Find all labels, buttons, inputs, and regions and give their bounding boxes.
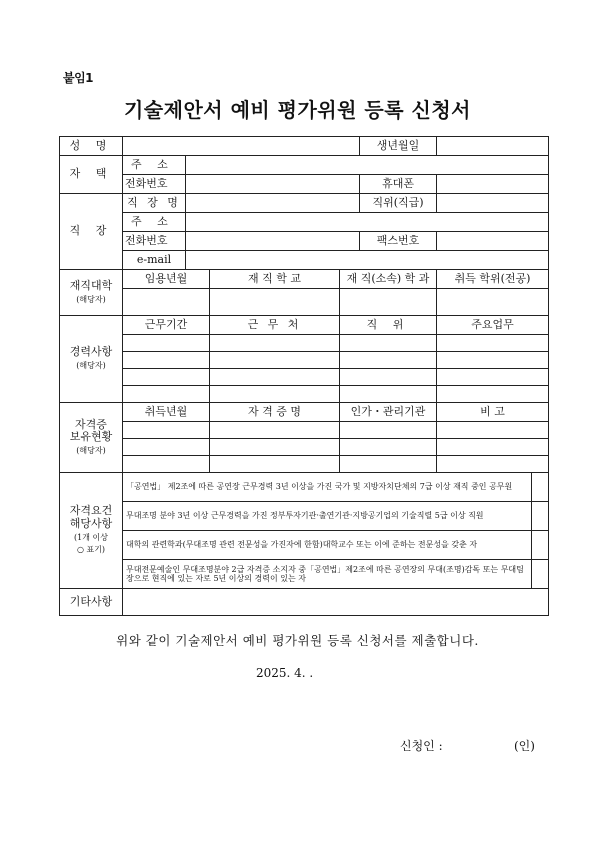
application-form-table: [59, 136, 549, 616]
company-name-label: 직 장 명: [123, 194, 186, 213]
career-cell[interactable]: [340, 386, 437, 403]
submission-statement: 위와 같이 기술제안서 예비 평가위원 등록 신청서를 제출합니다.: [116, 633, 479, 648]
career-header-workplace: 근 무 처: [210, 316, 340, 335]
mobile-field[interactable]: [437, 175, 549, 194]
license-header-name: 자 격 증 명: [210, 403, 340, 422]
license-cell[interactable]: [340, 439, 437, 456]
work-address-label: 주 소: [123, 213, 186, 232]
career-cell[interactable]: [123, 352, 210, 369]
career-cell[interactable]: [210, 335, 340, 352]
career-cell[interactable]: [437, 335, 549, 352]
requirement-item: 「공연법」 제2조에 따른 공연장 근무경력 3년 이상을 가진 국가 및 지방자치단체의 7급 이상 재직 중인 공무원: [123, 473, 532, 502]
univ-header-department: 재 직(소속) 학 과: [340, 270, 437, 289]
mobile-label: 휴대폰: [360, 175, 437, 194]
applicant-label: 신청인 :: [400, 739, 443, 753]
home-address-label: 주 소: [123, 156, 186, 175]
position-field[interactable]: [437, 194, 549, 213]
birthdate-field[interactable]: [437, 137, 549, 156]
license-cell[interactable]: [340, 422, 437, 439]
name-field[interactable]: [123, 137, 360, 156]
email-label: e-mail: [123, 251, 186, 270]
license-header-agency: 인가・관리기관: [340, 403, 437, 422]
requirement-item: 대학의 관련학과(무대조명 관련 전문성을 가진자에 한함)대학교수 또는 이에 준하는 전문성을 갖춘 자: [123, 531, 532, 560]
career-title: 경력사항: [69, 345, 113, 359]
etc-field[interactable]: [123, 589, 549, 616]
license-sub: (해당자): [76, 445, 106, 455]
license-cell[interactable]: [123, 456, 210, 473]
requirement-item: 무대전문예술인 무대조명분야 2급 자격증 소지자 중「공연법」제2조에 따른 공연장의 무대(조명)감독 또는 무대팀장으로 현직에 있는 자로 5년 이상의 경력이 있는 자: [123, 560, 532, 589]
career-cell[interactable]: [210, 352, 340, 369]
license-header-note: 비 고: [437, 403, 549, 422]
university-sub: (해당자): [76, 294, 106, 304]
work-phone-label: 전화번호: [123, 232, 186, 251]
univ-header-school: 재 직 학 교: [210, 270, 340, 289]
univ-header-appointed: 임용년월: [123, 270, 210, 289]
license-cell[interactable]: [210, 422, 340, 439]
university-label: [60, 270, 123, 316]
license-label: [60, 403, 123, 473]
attachment-label: 붙임1: [63, 71, 94, 85]
name-label: 성 명: [60, 137, 123, 156]
company-name-field[interactable]: [186, 194, 360, 213]
submission-date: 2025. 4. .: [256, 666, 314, 680]
license-cell[interactable]: [437, 456, 549, 473]
fax-label: 팩스번호: [360, 232, 437, 251]
work-address-field[interactable]: [186, 213, 549, 232]
univ-cell[interactable]: [437, 289, 549, 316]
univ-cell[interactable]: [340, 289, 437, 316]
career-label: [60, 316, 123, 403]
career-sub: (해당자): [76, 361, 106, 370]
career-cell[interactable]: [123, 386, 210, 403]
requirements-title-line2: 해당사항: [69, 516, 113, 530]
etc-label: 기타사항: [60, 589, 123, 616]
career-cell[interactable]: [340, 352, 437, 369]
requirement-check-cell[interactable]: [532, 560, 549, 589]
license-cell[interactable]: [340, 456, 437, 473]
work-label: 직 장: [60, 194, 123, 270]
requirements-title-line1: 자격요건: [69, 504, 113, 518]
requirement-check-cell[interactable]: [532, 473, 549, 502]
career-cell[interactable]: [123, 369, 210, 386]
home-phone-label: 전화번호: [123, 175, 186, 194]
license-cell[interactable]: [437, 422, 549, 439]
position-label: 직위(직급): [360, 194, 437, 213]
license-cell[interactable]: [437, 439, 549, 456]
career-cell[interactable]: [340, 369, 437, 386]
career-header-position: 직 위: [340, 316, 437, 335]
career-cell[interactable]: [437, 352, 549, 369]
fax-field[interactable]: [437, 232, 549, 251]
license-cell[interactable]: [210, 456, 340, 473]
career-cell[interactable]: [340, 335, 437, 352]
license-title-line2: 보유현황: [69, 430, 113, 444]
requirement-item: 무대조명 분야 3년 이상 근무경력을 가진 정부투자기관·출연기관·지방공기업의 기술직렬 5급 이상 직원: [123, 502, 532, 531]
license-cell[interactable]: [210, 439, 340, 456]
seal-mark: (인): [514, 739, 535, 753]
career-header-period: 근무기간: [123, 316, 210, 335]
career-cell[interactable]: [210, 369, 340, 386]
home-label: 자 택: [60, 156, 123, 194]
birthdate-label: 생년월일: [360, 137, 437, 156]
work-phone-field[interactable]: [186, 232, 360, 251]
requirements-sub-line1: (1개 이상: [74, 532, 108, 542]
email-field[interactable]: [186, 251, 549, 270]
license-header-date: 취득년월: [123, 403, 210, 422]
form-title: 기술제안서 예비 평가위원 등록 신청서: [124, 98, 471, 122]
license-cell[interactable]: [123, 439, 210, 456]
requirements-sub-line2: ○ 표기): [76, 545, 106, 555]
univ-cell[interactable]: [123, 289, 210, 316]
career-cell[interactable]: [437, 369, 549, 386]
univ-header-degree: 취득 학위(전공): [437, 270, 549, 289]
career-cell[interactable]: [123, 335, 210, 352]
university-title: 재직대학: [69, 278, 113, 292]
license-title-line1: 자격증: [75, 417, 107, 431]
career-header-duties: 주요업무: [437, 316, 549, 335]
career-cell[interactable]: [210, 386, 340, 403]
home-address-field[interactable]: [186, 156, 549, 175]
univ-cell[interactable]: [210, 289, 340, 316]
license-cell[interactable]: [123, 422, 210, 439]
requirement-check-cell[interactable]: [532, 502, 549, 531]
requirements-label: [60, 473, 123, 589]
home-phone-field[interactable]: [186, 175, 360, 194]
requirement-check-cell[interactable]: [532, 531, 549, 560]
career-cell[interactable]: [437, 386, 549, 403]
